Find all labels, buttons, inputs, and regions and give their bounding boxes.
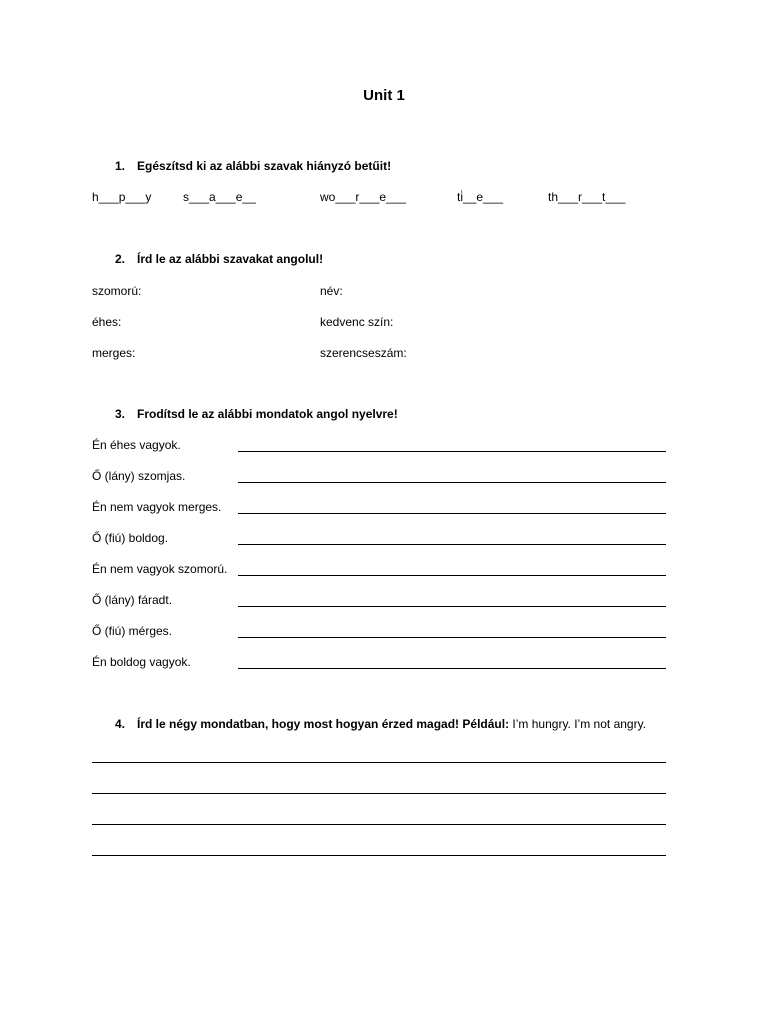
answer-line-1[interactable] [238, 451, 666, 452]
vocab-right-1: név: [320, 284, 343, 298]
section-2-instruction: Írd le az alábbi szavakat angolul! [137, 252, 324, 266]
word-blank-4: ti̇__e___ [457, 190, 504, 204]
vocab-left-1: szomorú: [92, 284, 142, 298]
section-4-example-text: I’m hungry. I’m not angry. [512, 717, 647, 731]
section-1-instruction: Egészítsd ki az alábbi szavak hiányzó betűit! [137, 159, 392, 173]
free-answer-line-4[interactable] [92, 855, 666, 856]
sentence-7: Ő (fiú) mérges. [92, 624, 173, 638]
sentence-2: Ő (lány) szomjas. [92, 469, 186, 483]
section-1-number: 1. [115, 159, 126, 173]
answer-line-3[interactable] [238, 513, 666, 514]
section-2-heading [115, 252, 323, 266]
answer-line-8[interactable] [238, 668, 666, 669]
section-3-heading [115, 407, 398, 421]
free-answer-line-3[interactable] [92, 824, 666, 825]
word-blank-5: th___r___t___ [548, 190, 626, 204]
answer-line-7[interactable] [238, 637, 666, 638]
sentence-5: Én nem vagyok szomorú. [92, 562, 228, 576]
page-title: Unit 1 [363, 87, 405, 104]
section-1-heading [115, 159, 391, 173]
answer-line-6[interactable] [238, 606, 666, 607]
section-3-number: 3. [115, 407, 126, 421]
word-blank-3: wo___r___e___ [320, 190, 407, 204]
section-4-heading [115, 717, 646, 731]
section-4-example-label: Például: [462, 717, 510, 731]
answer-line-5[interactable] [238, 575, 666, 576]
word-blank-2: s___a___e__ [183, 190, 256, 204]
vocab-left-3: merges: [92, 346, 136, 360]
section-2-number: 2. [115, 252, 126, 266]
section-4-number: 4. [115, 717, 126, 731]
answer-line-2[interactable] [238, 482, 666, 483]
vocab-left-2: éhes: [92, 315, 122, 329]
vocab-right-2: kedvenc szín: [320, 315, 394, 329]
section-3-instruction: Frodítsd le az alábbi mondatok angol nyelvre! [137, 407, 398, 421]
free-answer-line-2[interactable] [92, 793, 666, 794]
word-blank-1: h___p___y [92, 190, 152, 204]
section-4-instruction: Írd le négy mondatban, hogy most hogyan érzed magad! [137, 717, 460, 731]
vocab-right-3: szerencseszám: [320, 346, 407, 360]
sentence-6: Ő (lány) fáradt. [92, 593, 173, 607]
sentence-3: Én nem vagyok merges. [92, 500, 222, 514]
sentence-8: Én boldog vagyok. [92, 655, 191, 669]
sentence-1: Én éhes vagyok. [92, 438, 181, 452]
answer-line-4[interactable] [238, 544, 666, 545]
sentence-4: Ő (fiú) boldog. [92, 531, 169, 545]
free-answer-line-1[interactable] [92, 762, 666, 763]
